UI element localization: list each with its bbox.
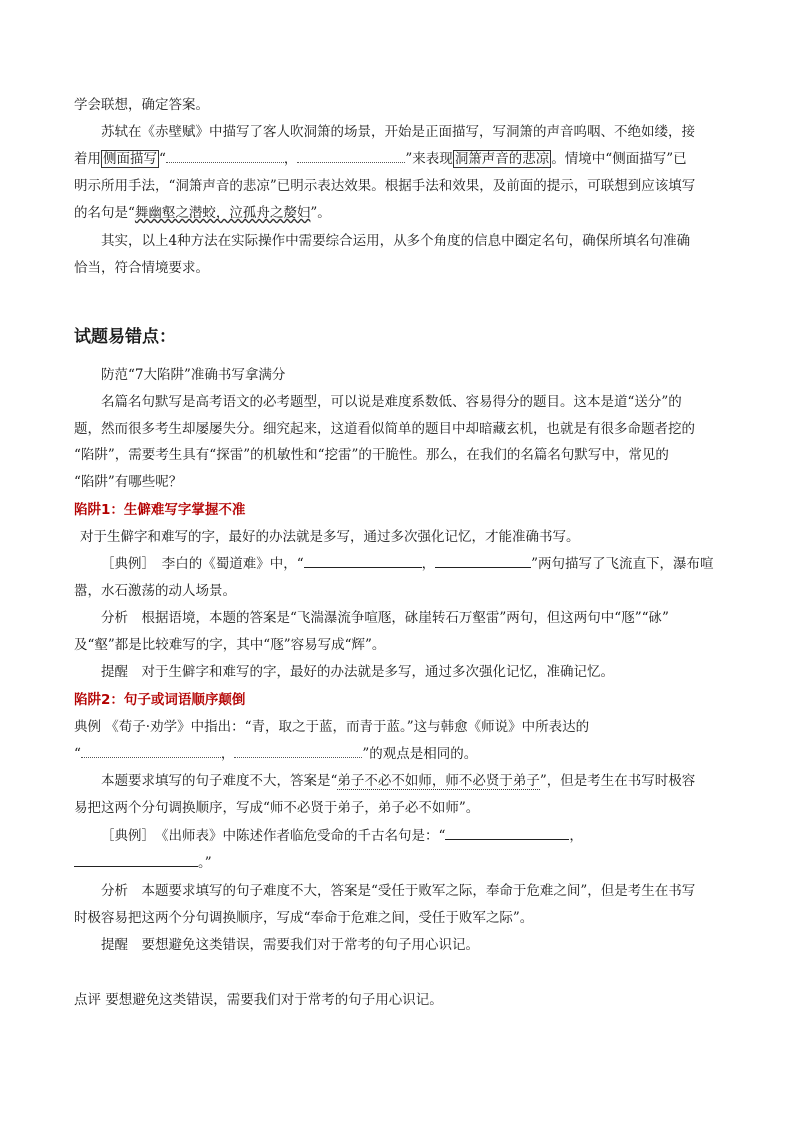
intro-line: 学会联想，确定答案。: [74, 97, 209, 113]
answer-blank: [297, 148, 405, 163]
answer-blank: [81, 743, 221, 758]
answer-blank: [234, 743, 362, 758]
section-subtitle: 防范“7大陷阱”准确书写拿满分: [101, 367, 286, 383]
trap-2-example-2-line-1: ［典例］ 《出师表》中陈述作者临危受命的千古名句是：“ ，: [74, 823, 720, 849]
answer-blank: [445, 825, 569, 840]
trap-2-analysis-2-line-2: 时极容易把这两个分句调换顺序，写成“奉命于危难之间，受任于败军之际”。: [74, 910, 534, 926]
trap-2-example-1-line-1: 典例 《荀子·劝学》中指出：“青，取之于蓝，而青于蓝。”这与韩愈《师说》中所表达的: [74, 719, 590, 735]
answer-text: 舞幽壑之潜蛟，泣孤舟之嫠妇: [134, 205, 311, 221]
answer-text: 弟子不必不如师，师不必贤于弟子: [337, 773, 540, 789]
answer-blank: [74, 852, 198, 867]
trap-1-analysis-line-1: 分析 根据语境，本题的答案是“飞湍瀑流争喧豗，砯崖转石万壑雷”两句，但这两句中“豗”“砯”: [101, 610, 669, 626]
section-para-line-3: “陷阱”，需要考生具有“探雷”的机敏性和“挖雷”的干脆性。那么，在我们的名篇名句默写中，常见的: [74, 447, 669, 463]
su-shi-line-2: 着用 侧面描写 “ ， ”来表现 洞箫声音的悲凉 。情境中“侧面描写”已: [74, 146, 720, 172]
trap-2-example-1-line-2: “ ， ”的观点是相同的。: [74, 741, 720, 767]
answer-blank: [435, 553, 531, 568]
section-para-line-4: “陷阱”有哪些呢？: [74, 474, 183, 490]
section-title: 试题易错点：: [74, 327, 176, 347]
trap-2-analysis-1-line-1: 本题要求填写的句子难度不大，答案是“弟子不必不如师，师不必贤于弟子”，但是考生在书写时极容: [101, 773, 696, 789]
trap-2-analysis-1-line-2: 易把这两个分句调换顺序，写成“师不必贤于弟子，弟子必不如师”。: [74, 800, 480, 816]
trap-2-analysis-2-line-1: 分析 本题要求填写的句子难度不大，答案是“受任于败军之际，奉命于危难之间”，但是考生在书写: [101, 883, 696, 899]
trap-1-tip: 提醒 对于生僻字和难写的字，最好的办法就是多写，通过多次强化记忆，准确记忆。: [101, 664, 614, 680]
su-shi-line-1: 苏轼在《赤壁赋》中描写了客人吹洞箫的场景，开始是正面描写，写洞箫的声音呜咽、不绝如缕，接: [101, 124, 695, 140]
trap-1-analysis-line-2: 及“壑”都是比较难写的字，其中“豗”容易写成“辉”。: [74, 637, 386, 653]
summary-line-2: 恰当，符合情境要求。: [74, 260, 209, 276]
su-shi-line-4: 的名句是“舞幽壑之潜蛟，泣孤舟之嫠妇”。: [74, 205, 331, 221]
trap-2-title: 陷阱2：句子或词语顺序颠倒: [74, 692, 246, 708]
trap-1-title: 陷阱1：生僻难写字掌握不准: [74, 502, 246, 518]
trap-1-line-1: 对于生僻字和难写的字，最好的办法就是多写，通过多次强化记忆，才能准确书写。: [80, 529, 580, 545]
trap-1-example-line-1: ［典例］ 李白的《蜀道难》中，“ ， ”两句描写了飞流直下，瀑布喧: [74, 551, 720, 577]
summary-line-1: 其实，以上4种方法在实际操作中需要综合运用，从多个角度的信息中圈定名句，确保所填名句准确: [101, 233, 691, 249]
trap-2-tip: 提醒 要想避免这类错误，需要我们对于常考的句子用心识记。: [101, 937, 479, 953]
boxed-technique: 侧面描写: [103, 151, 157, 167]
su-shi-line-3: 明示所用手法，“洞箫声音的悲凉”已明示表达效果。根据手法和效果，及前面的提示，可联想到应该填写: [74, 178, 696, 194]
section-para-line-2: 题，然而很多考生却屡屡失分。细究起来，这道看似简单的题目中却暗藏玄机，也就是有很多命题者挖的: [74, 421, 695, 437]
trap-2-example-2-line-2: 。”: [74, 850, 720, 876]
answer-blank: [304, 553, 422, 568]
section-para-line-1: 名篇名句默写是高考语文的必考题型，可以说是难度系数低、容易得分的题目。这本是道“送分”的: [101, 394, 682, 410]
boxed-effect: 洞箫声音的悲凉: [454, 151, 550, 167]
trap-1-example-line-2: 嚣，水石激荡的动人场景。: [74, 583, 236, 599]
answer-blank: [166, 148, 284, 163]
comment: 点评 要想避免这类错误，需要我们对于常考的句子用心识记。: [74, 992, 443, 1008]
